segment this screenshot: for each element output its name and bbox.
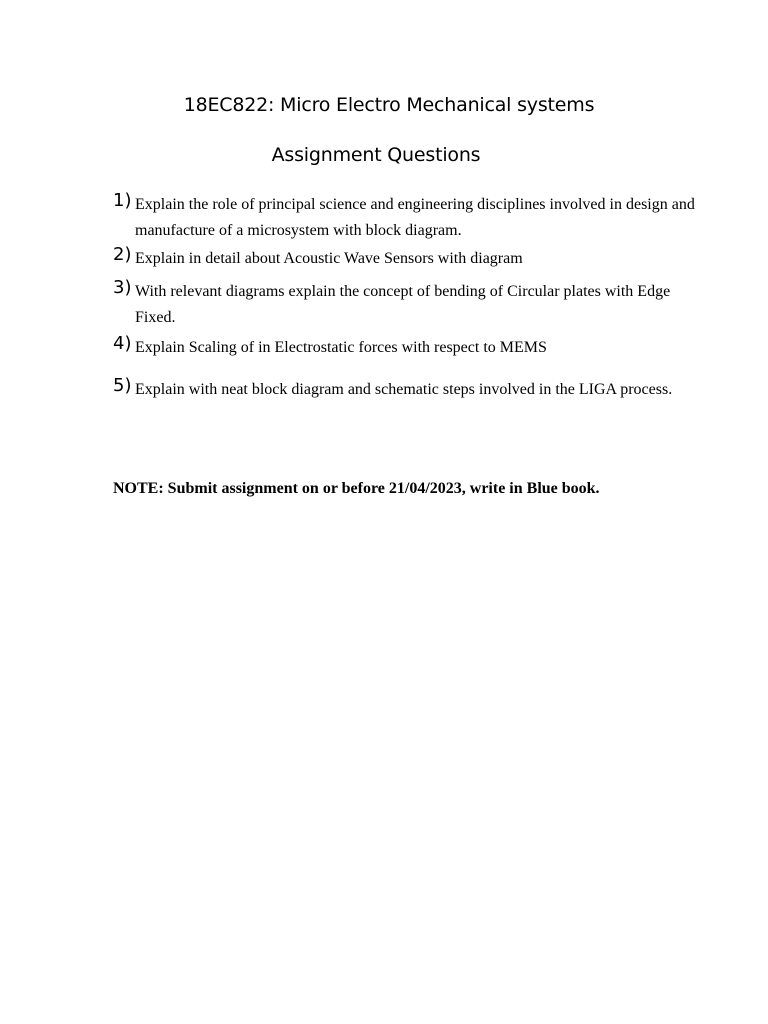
page-title: 18EC822: Micro Electro Mechanical systems bbox=[183, 94, 595, 116]
question-number: 5) bbox=[113, 375, 132, 396]
question-text: Explain with neat block diagram and schematic steps involved in the LIGA process. bbox=[135, 381, 673, 398]
question-text: Explain in detail about Acoustic Wave Sensors with diagram bbox=[135, 250, 523, 267]
submission-note: NOTE: Submit assignment on or before 21/04/2023, write in Blue book. bbox=[113, 480, 600, 497]
question-text: Explain the role of principal science and engineering disciplines involved in design and manufacture of a microsystem with block diagram. bbox=[135, 196, 695, 239]
page-subtitle: Assignment Questions bbox=[271, 144, 481, 166]
question-number: 4) bbox=[113, 333, 132, 354]
question-number: 3) bbox=[113, 277, 132, 298]
question-text: Explain Scaling of in Electrostatic forces with respect to MEMS bbox=[135, 339, 547, 356]
question-number: 1) bbox=[113, 190, 132, 211]
question-number: 2) bbox=[113, 244, 132, 265]
question-text: With relevant diagrams explain the concept of bending of Circular plates with Edge Fixed. bbox=[135, 283, 671, 326]
